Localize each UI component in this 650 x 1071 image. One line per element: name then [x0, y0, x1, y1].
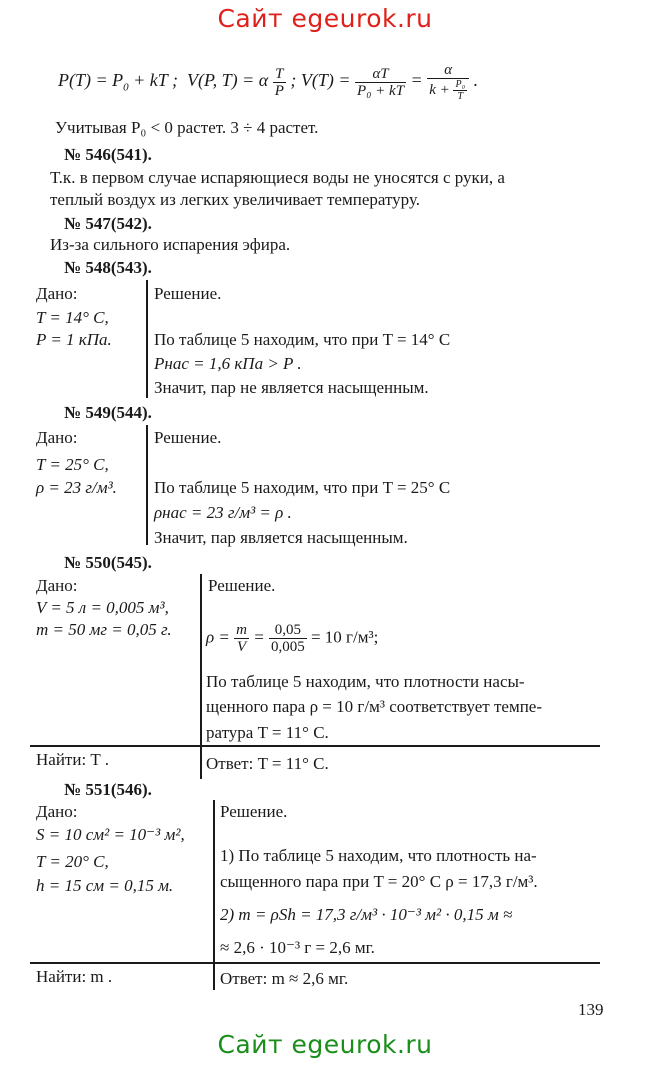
given-label-549: Дано: [36, 428, 78, 447]
solution-549-3: Значит, пар является насыщенным. [154, 528, 408, 547]
given-551-3: h = 15 см = 0,15 м. [36, 876, 174, 895]
find-551: Найти: m . [36, 967, 113, 986]
watermark-word: Сайт [217, 4, 284, 33]
given-548-2: P = 1 кПа. [36, 330, 112, 349]
solution-551-2: сыщенного пара при T = 20° C ρ = 17,3 г/м³. [220, 872, 538, 891]
fraction-values: $\frac{0,05}{0,005}$ [270, 622, 305, 655]
divider-548 [146, 280, 148, 398]
given-549-2: ρ = 23 г/м³. [36, 478, 117, 497]
formula-1-right: + kT ; [133, 70, 178, 91]
problem-549-header: № 549(544). [64, 403, 152, 422]
answer-550: Ответ: T = 11° C. [206, 754, 329, 773]
separator-550 [30, 745, 600, 747]
answer-551: Ответ: m ≈ 2,6 мг. [220, 969, 349, 988]
given-label-548: Дано: [36, 284, 78, 303]
given-551-2: T = 20° C, [36, 852, 109, 871]
given-549-1: T = 25° C, [36, 455, 109, 474]
solution-label-548: Решение. [154, 284, 222, 303]
problem-547-header: № 547(542). [64, 214, 152, 233]
watermark-word: Сайт [217, 1030, 284, 1059]
given-548-1: T = 14° C, [36, 308, 109, 327]
site-watermark-bottom [0, 1030, 650, 1059]
fraction-t-p: $\frac{T}{P}$ [274, 65, 284, 99]
solution-548-2: Pнас = 1,6 кПа > P . [154, 354, 302, 373]
solution-551-1: 1) По таблице 5 находим, что плотность на- [220, 846, 537, 865]
given-550-1: V = 5 л = 0,005 м³, [36, 598, 169, 617]
formula-1-left: P(T) = P [58, 70, 124, 91]
problem-546-line-2: теплый воздух из легких увеличивает температуру. [50, 190, 420, 209]
solution-550-density: ρ = $\frac{m}{V}$ = $\frac{0,05}{0,005}$ = 10 г/м³; [206, 622, 379, 655]
solution-549-2: ρнас = 23 г/м³ = ρ . [154, 503, 292, 522]
formula-line: $P(T) = P_0$ + kT ; V(P, T) = α $\frac{T}{P}$ ; V(T) = $\frac{\alpha T}{\text{P₀ + kT}}$ = α k + $\frac{\text{P₀}}{T}$ . [58, 62, 479, 102]
page-number: 139 [578, 1000, 604, 1019]
fraction-alpha: α k + $\frac{\text{P₀}}{T}$ [427, 62, 469, 102]
note-line: Учитывая P₀ < 0 растет. 3 ÷ 4 растет. [55, 118, 319, 137]
formula-3-left: ; V(T) = [290, 70, 351, 91]
problem-548-header: № 548(543). [64, 258, 152, 277]
solution-label-551: Решение. [220, 802, 288, 821]
problem-546-line-1: Т.к. в первом случае испаряющиеся воды не уносятся с руки, а [50, 168, 505, 187]
solution-548-1: По таблице 5 находим, что при T = 14° C [154, 330, 451, 349]
solution-label-549: Решение. [154, 428, 222, 447]
solution-551-3: 2) m = ρSh = 17,3 г/м³ · 10⁻³ м² · 0,15 м ≈ [220, 905, 513, 924]
solution-551-4: ≈ 2,6 · 10⁻³ г = 2,6 мг. [220, 938, 375, 957]
formula-2-left: V(P, T) = α [186, 70, 269, 91]
problem-546-header: № 546(541). [64, 145, 152, 164]
given-label-551: Дано: [36, 802, 78, 821]
solution-548-3: Значит, пар не является насыщенным. [154, 378, 429, 397]
fraction-p0-t: $\frac{\text{P₀}}{T}$ [455, 79, 466, 102]
watermark-domain: egeurok.ru [291, 1030, 433, 1059]
divider-549 [146, 425, 148, 545]
fraction-m-v: $\frac{m}{V}$ [236, 622, 247, 655]
solution-550-4: ратура T = 11° C. [206, 723, 329, 742]
separator-551 [30, 962, 600, 964]
given-label-550: Дано: [36, 576, 78, 595]
divider-550 [200, 574, 202, 779]
given-550-2: m = 50 мг = 0,05 г. [36, 620, 172, 639]
watermark-domain: egeurok.ru [291, 4, 433, 33]
solution-549-1: По таблице 5 находим, что при T = 25° C [154, 478, 451, 497]
problem-550-header: № 550(545). [64, 553, 152, 572]
site-watermark-top [0, 4, 650, 33]
solution-550-2: По таблице 5 находим, что плотности насы- [206, 672, 525, 691]
solution-550-3: щенного пара ρ = 10 г/м³ соответствует темпе- [206, 697, 543, 716]
problem-551-header: № 551(546). [64, 780, 152, 799]
fraction-at: $\frac{\alpha T}{\text{P₀ + kT}}$ [357, 65, 405, 99]
find-550: Найти: T . [36, 750, 109, 769]
given-551-1: S = 10 см² = 10⁻³ м², [36, 825, 185, 844]
solution-label-550: Решение. [208, 576, 276, 595]
problem-547-line-1: Из-за сильного испарения эфира. [50, 235, 291, 254]
